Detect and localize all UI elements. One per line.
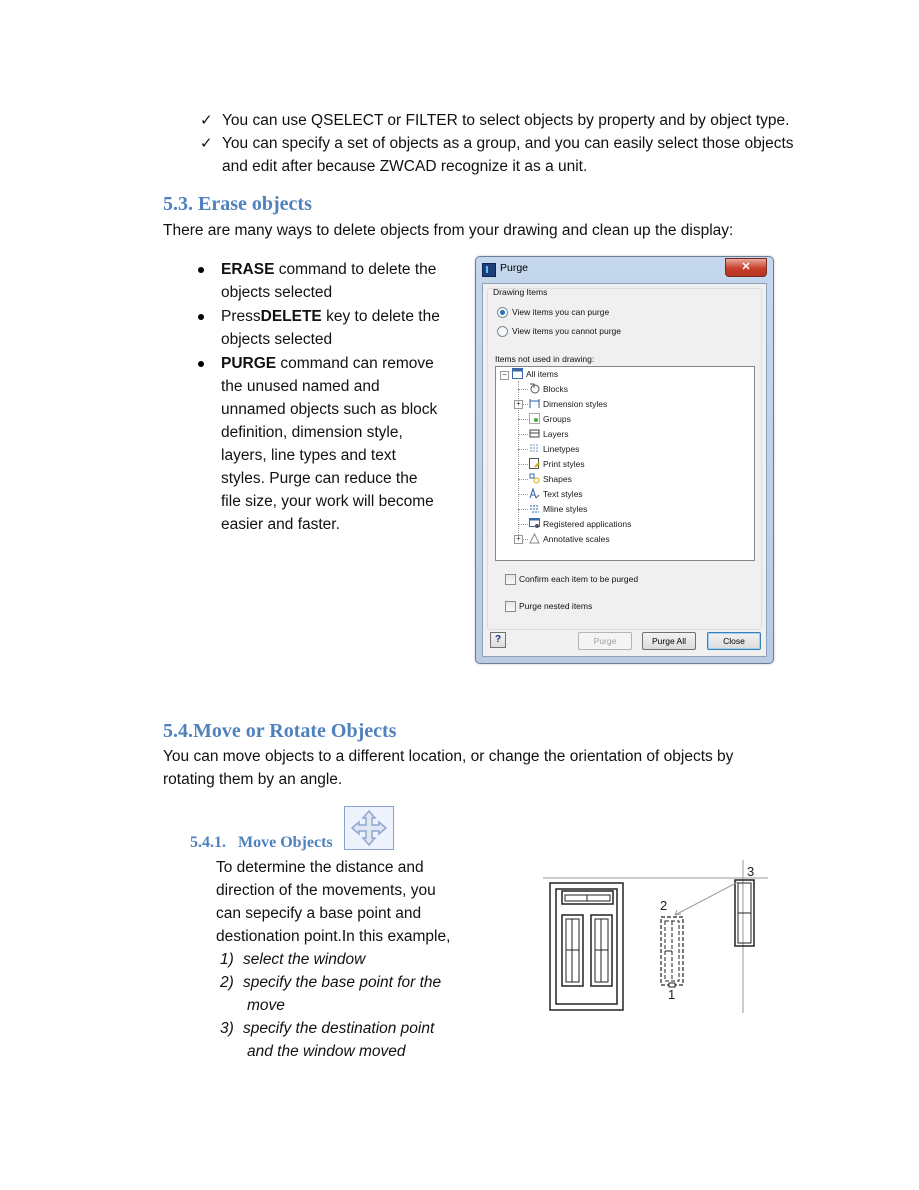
expand-icon[interactable]: + — [514, 400, 523, 409]
bullet-text: Press — [221, 308, 261, 325]
paragraph-line: destionation point.In this example, — [216, 928, 451, 945]
purge-nested-items-checkbox[interactable] — [505, 601, 516, 612]
checklist-text-line2: and edit after because ZWCAD recognize it as a unit. — [222, 158, 588, 175]
print-styles-icon — [529, 458, 540, 469]
step-number: 2) — [220, 974, 234, 991]
bullet-text: layers, line types and text — [221, 447, 396, 464]
group-label: Drawing Items — [493, 287, 548, 297]
tree-label: Linetypes — [543, 444, 580, 454]
tree-label: Text styles — [543, 489, 583, 499]
checkmark-icon: ✓ — [200, 135, 213, 152]
subsection-heading-move-objects: 5.4.1. Move Objects — [190, 834, 333, 851]
tree-label: Layers — [543, 429, 569, 439]
radio-label-can-purge: View items you can purge — [512, 307, 610, 317]
step-item — [220, 948, 480, 971]
tree-label: Print styles — [543, 459, 585, 469]
groups-icon — [529, 413, 540, 424]
bullet-text: definition, dimension style, — [221, 424, 403, 441]
bullet-text: objects selected — [221, 331, 333, 348]
text-styles-icon — [529, 488, 540, 499]
linetypes-icon — [529, 443, 540, 454]
tree-label: Annotative scales — [543, 534, 610, 544]
bullet-text: command can remove — [276, 355, 434, 372]
section-heading-erase: 5.3. Erase objects — [163, 193, 312, 215]
dialog-client — [482, 283, 767, 657]
paragraph-line: direction of the movements, you — [216, 882, 436, 899]
all-items-icon — [512, 368, 523, 379]
nested-checkbox-label: Purge nested items — [519, 601, 593, 611]
close-icon[interactable]: ✕ — [725, 258, 767, 277]
confirm-each-item-checkbox[interactable] — [505, 574, 516, 585]
step-number: 1) — [220, 951, 234, 968]
bullet-text: easier and faster. — [221, 516, 340, 533]
bullet-text: command to delete the — [274, 261, 437, 278]
move-description — [216, 856, 476, 948]
radio-view-cannot-purge[interactable] — [497, 326, 508, 337]
tree-label: Blocks — [543, 384, 569, 394]
items-tree[interactable] — [495, 366, 755, 561]
step-text: and the window moved — [247, 1043, 406, 1060]
purge-button[interactable]: Purge — [578, 632, 632, 650]
bullet-text: styles. Purge can reduce the — [221, 470, 418, 487]
door-window-drawing — [540, 858, 770, 1018]
tree-label: Registered applications — [543, 519, 632, 529]
bullet-icon — [198, 314, 204, 320]
tree-label: Items not used in drawing: — [495, 354, 595, 364]
step-text: specify the destination point — [243, 1020, 435, 1037]
purge-all-button[interactable]: Purge All — [642, 632, 696, 650]
section-intro-line2: rotating them by an angle. — [163, 771, 343, 788]
expand-icon[interactable]: + — [514, 535, 523, 544]
checklist-text: You can use QSELECT or FILTER to select objects by property and by object type. — [222, 112, 790, 129]
dialog-title: Purge — [500, 262, 529, 274]
dimension-styles-icon — [529, 398, 540, 409]
dialog-titlebar — [476, 257, 773, 281]
section-intro-erase: There are many ways to delete objects from your drawing and clean up the display: — [163, 222, 734, 239]
point-label-3: 3 — [747, 864, 755, 879]
tree-label: Shapes — [543, 474, 572, 484]
registered-applications-icon — [529, 518, 540, 529]
tree-label: Mline styles — [543, 504, 588, 514]
point-label-1: 1 — [668, 987, 676, 1002]
blocks-icon — [529, 383, 540, 394]
step-item — [220, 1017, 480, 1063]
tree-label: All items — [526, 369, 559, 379]
close-button[interactable]: Close — [707, 632, 761, 650]
help-button[interactable]: ? — [490, 632, 506, 648]
layers-icon — [529, 428, 540, 439]
bullet-icon — [198, 361, 204, 367]
purge-dialog — [475, 256, 774, 664]
step-text: specify the base point for the — [243, 974, 442, 991]
tree-label: Groups — [543, 414, 571, 424]
checkmark-icon: ✓ — [200, 112, 213, 129]
radio-view-can-purge[interactable] — [497, 307, 508, 318]
bullet-text: unnamed objects such as block — [221, 401, 438, 418]
shapes-icon — [529, 473, 540, 484]
confirm-checkbox-label: Confirm each item to be purged — [519, 574, 639, 584]
bullet-text: objects selected — [221, 284, 333, 301]
checklist-text-line1: You can specify a set of objects as a group, and you can easily select those objects — [222, 135, 794, 152]
section-intro-line1: You can move objects to a different location, or change the orientation of objects by — [163, 748, 734, 765]
bullet-text: file size, your work will become — [221, 493, 434, 510]
steps-list — [220, 948, 480, 1063]
app-icon — [482, 263, 496, 277]
bullet-icon — [198, 267, 204, 273]
tree-label: Dimension styles — [543, 399, 608, 409]
point-label-2: 2 — [660, 898, 668, 913]
command-erase: ERASE — [221, 261, 275, 278]
paragraph-line: To determine the distance and — [216, 859, 424, 876]
key-delete: DELETE — [260, 308, 322, 325]
collapse-icon[interactable]: − — [500, 371, 509, 380]
move-diagram — [540, 858, 770, 1018]
mline-styles-icon — [529, 503, 540, 514]
annotative-scales-icon — [529, 533, 540, 544]
step-item — [220, 971, 480, 1017]
step-text: move — [247, 997, 285, 1014]
bullet-text: key to delete the — [321, 308, 440, 325]
step-number: 3) — [220, 1020, 234, 1037]
radio-label-cannot-purge: View items you cannot purge — [512, 326, 621, 336]
section-heading-move-rotate: 5.4.Move or Rotate Objects — [163, 720, 397, 742]
command-purge: PURGE — [221, 355, 277, 372]
paragraph-line: can sepecify a base point and — [216, 905, 422, 922]
move-icon — [344, 806, 394, 850]
step-text: select the window — [243, 951, 366, 968]
bullet-text: the unused named and — [221, 378, 380, 395]
